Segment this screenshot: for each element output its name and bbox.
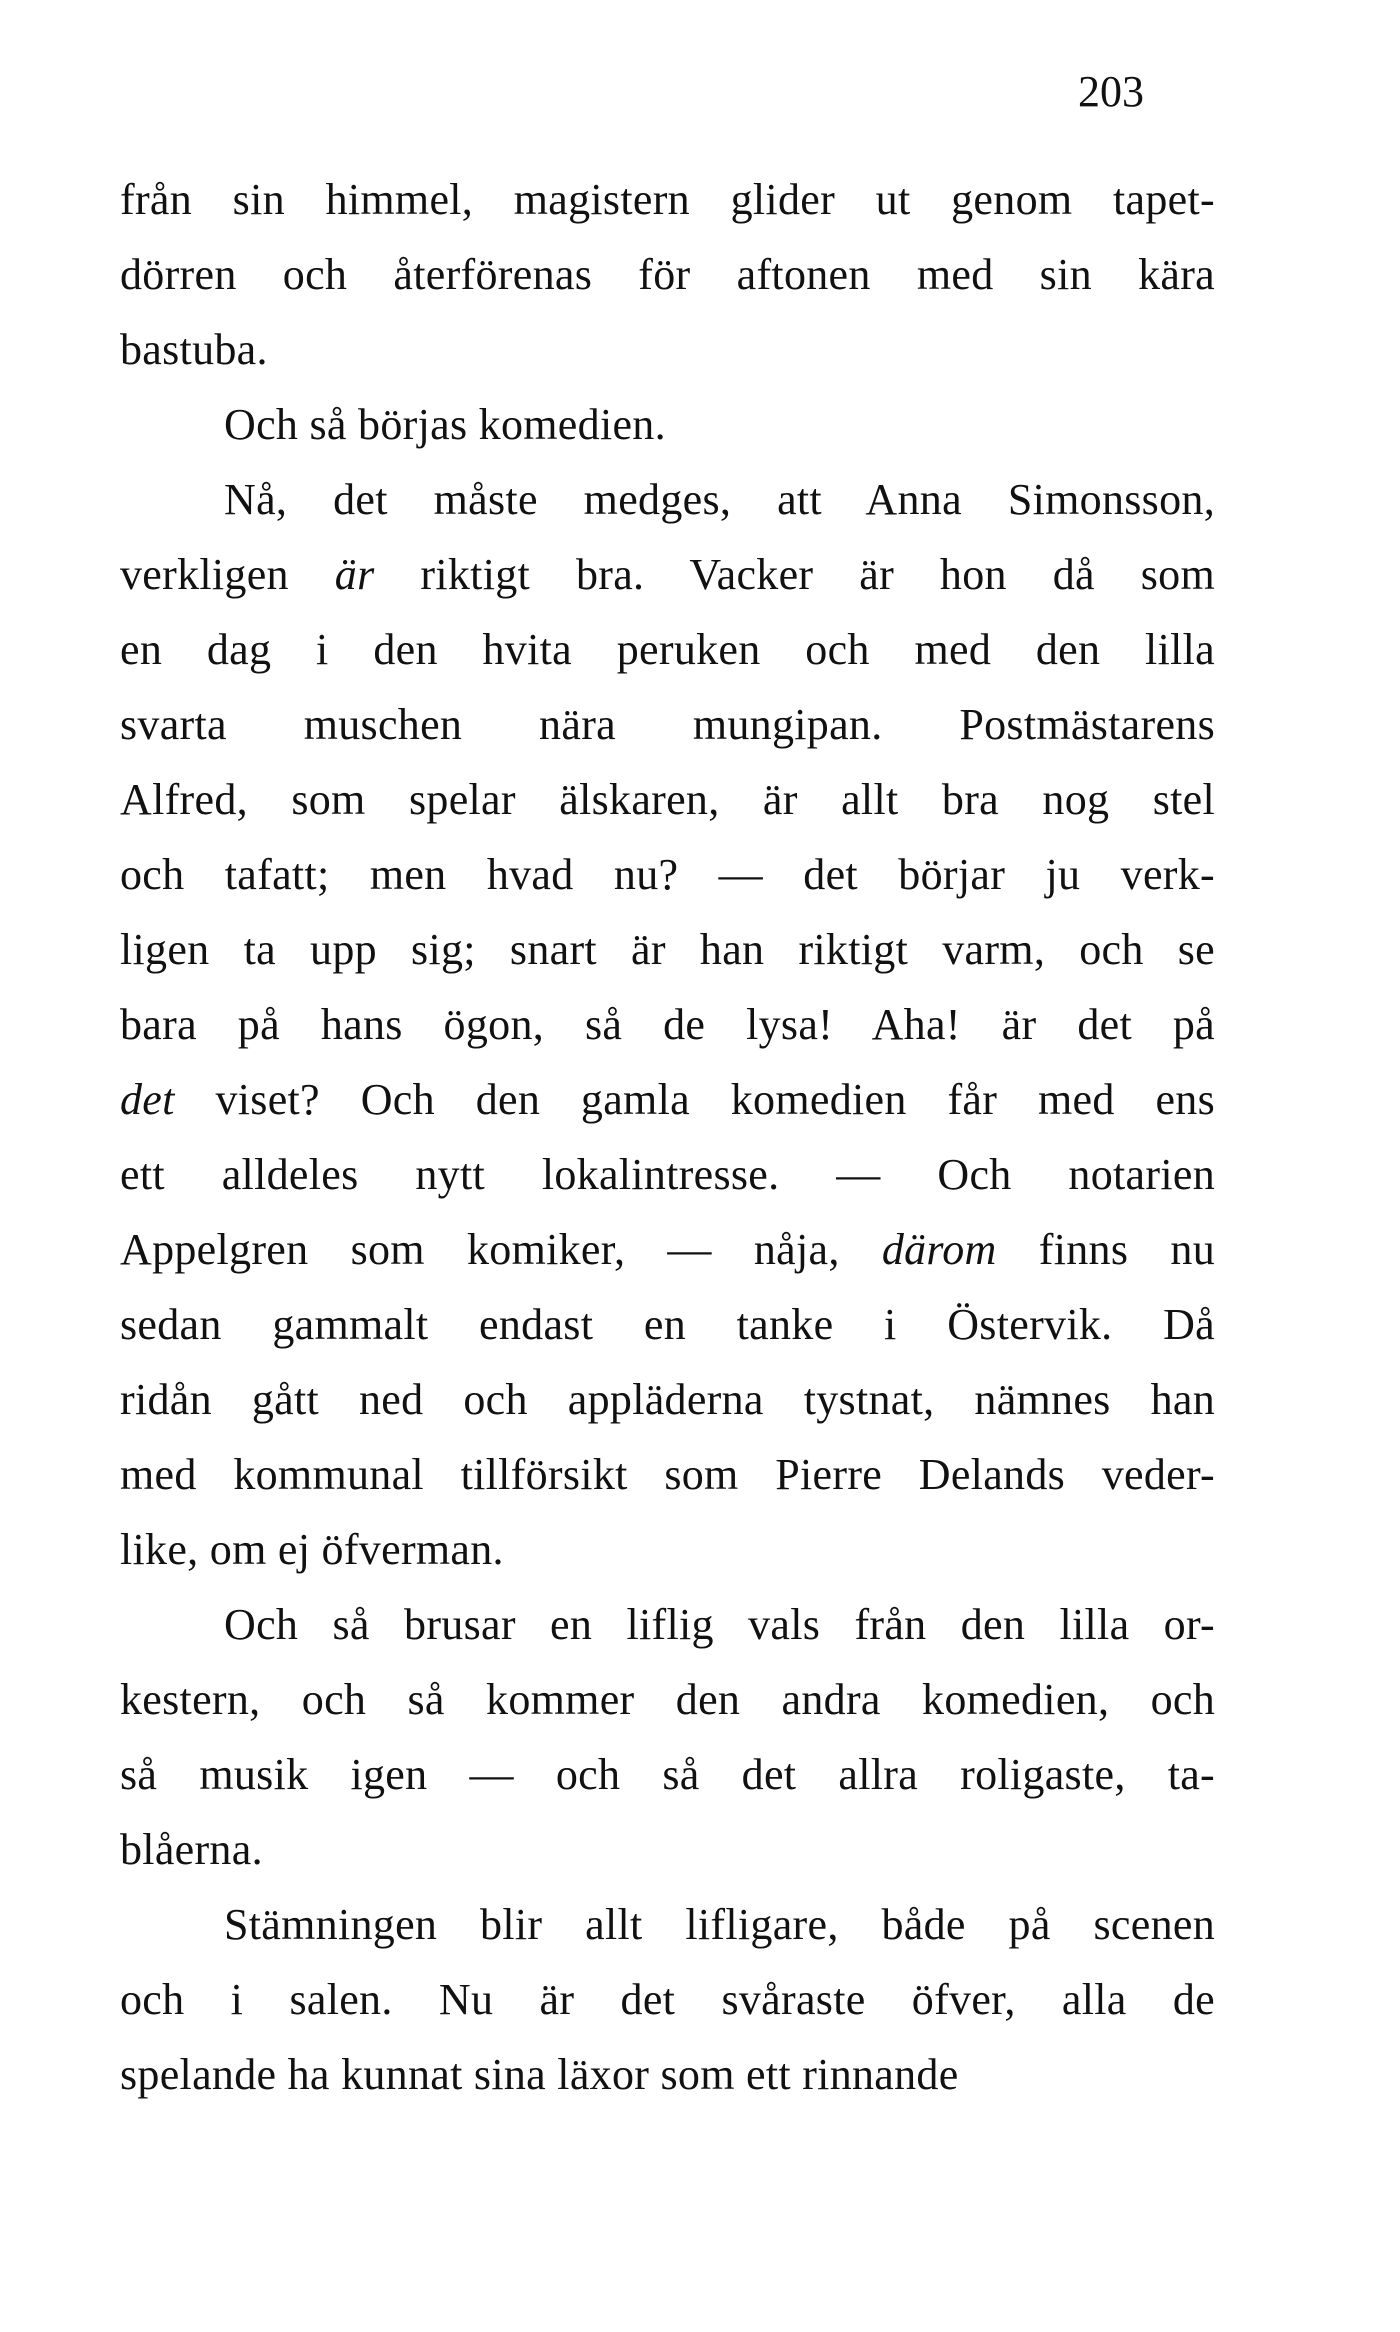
- text-line: [120, 1737, 1215, 1812]
- text-run: med kommunal tillförsikt som Pierre Delands veder-: [120, 1450, 1215, 1499]
- text-run: ett alldeles nytt lokalintresse. — Och notarien: [120, 1150, 1215, 1199]
- text-line: [120, 237, 1215, 312]
- text-line: [120, 537, 1215, 612]
- text-line: [120, 1587, 1215, 1662]
- paragraph: [120, 162, 1215, 387]
- text-run: och i salen. Nu är det svåraste öfver, alla de: [120, 1975, 1215, 2024]
- text-line: [120, 612, 1215, 687]
- paragraph: [120, 1587, 1215, 1887]
- text-run: ridån gått ned och appläderna tystnat, nämnes han: [120, 1375, 1215, 1424]
- text-line: [120, 1362, 1215, 1437]
- text-run: kestern, och så kommer den andra komedien, och: [120, 1675, 1215, 1724]
- text-line: [120, 762, 1215, 837]
- text-run: Alfred, som spelar älskaren, är allt bra nog stel: [120, 775, 1215, 824]
- text-line: [120, 387, 1215, 462]
- text-run: från sin himmel, magistern glider ut genom tapet-: [120, 175, 1215, 224]
- text-line: [120, 1662, 1215, 1737]
- text-line: [120, 1062, 1215, 1137]
- text-line: [120, 462, 1215, 537]
- text-line: [120, 1137, 1215, 1212]
- text-run: en dag i den hvita peruken och med den lilla: [120, 625, 1215, 674]
- text-run: verkligen: [120, 550, 335, 599]
- emphasis-text: det: [120, 1075, 175, 1124]
- paragraph: [120, 462, 1215, 1587]
- text-run: dörren och återförenas för aftonen med sin kära: [120, 250, 1215, 299]
- text-line: [120, 837, 1215, 912]
- text-line: [120, 1512, 1215, 1587]
- text-run: Stämningen blir allt lifligare, både på scenen: [224, 1900, 1215, 1949]
- text-run: och tafatt; men hvad nu? — det börjar ju verk-: [120, 850, 1215, 899]
- paragraph: [120, 1887, 1215, 2112]
- text-run: sedan gammalt endast en tanke i Östervik. Då: [120, 1300, 1215, 1349]
- paragraph: [120, 387, 1215, 462]
- text-run: Nå, det måste medges, att Anna Simonsson,: [224, 475, 1215, 524]
- text-run: Appelgren som komiker, — nåja,: [120, 1225, 882, 1274]
- text-run: bara på hans ögon, så de lysa! Aha! är det på: [120, 1000, 1215, 1049]
- body-text: [120, 162, 1215, 2112]
- text-line: [120, 912, 1215, 987]
- text-run: ligen ta upp sig; snart är han riktigt varm, och se: [120, 925, 1215, 974]
- text-line: [120, 2037, 1215, 2112]
- text-line: [120, 1962, 1215, 2037]
- text-line: [120, 987, 1215, 1062]
- text-line: [120, 1437, 1215, 1512]
- text-run: svarta muschen nära mungipan. Postmästarens: [120, 700, 1215, 749]
- text-run: Och så börjas komedien.: [224, 400, 666, 449]
- text-run: like, om ej öfverman.: [120, 1525, 504, 1574]
- text-line: [120, 1887, 1215, 1962]
- page-number: 203: [1078, 67, 1144, 116]
- text-run: viset? Och den gamla komedien får med ens: [174, 1075, 1215, 1124]
- text-line: [120, 162, 1215, 237]
- text-line: [120, 687, 1215, 762]
- text-run: finns nu: [996, 1225, 1215, 1274]
- emphasis-text: därom: [881, 1225, 997, 1274]
- text-run: spelande ha kunnat sina läxor som ett rinnande: [120, 2050, 959, 2099]
- text-run: Och så brusar en liflig vals från den lilla or-: [224, 1600, 1215, 1649]
- text-line: [120, 1212, 1215, 1287]
- text-run: blåerna.: [120, 1825, 263, 1874]
- text-run: så musik igen — och så det allra roligaste, ta-: [120, 1750, 1215, 1799]
- text-run: riktigt bra. Vacker är hon då som: [374, 550, 1215, 599]
- text-line: [120, 1812, 1215, 1887]
- text-line: [120, 1287, 1215, 1362]
- text-run: bastuba.: [120, 325, 268, 374]
- text-line: [120, 312, 1215, 387]
- emphasis-text: är: [334, 550, 375, 599]
